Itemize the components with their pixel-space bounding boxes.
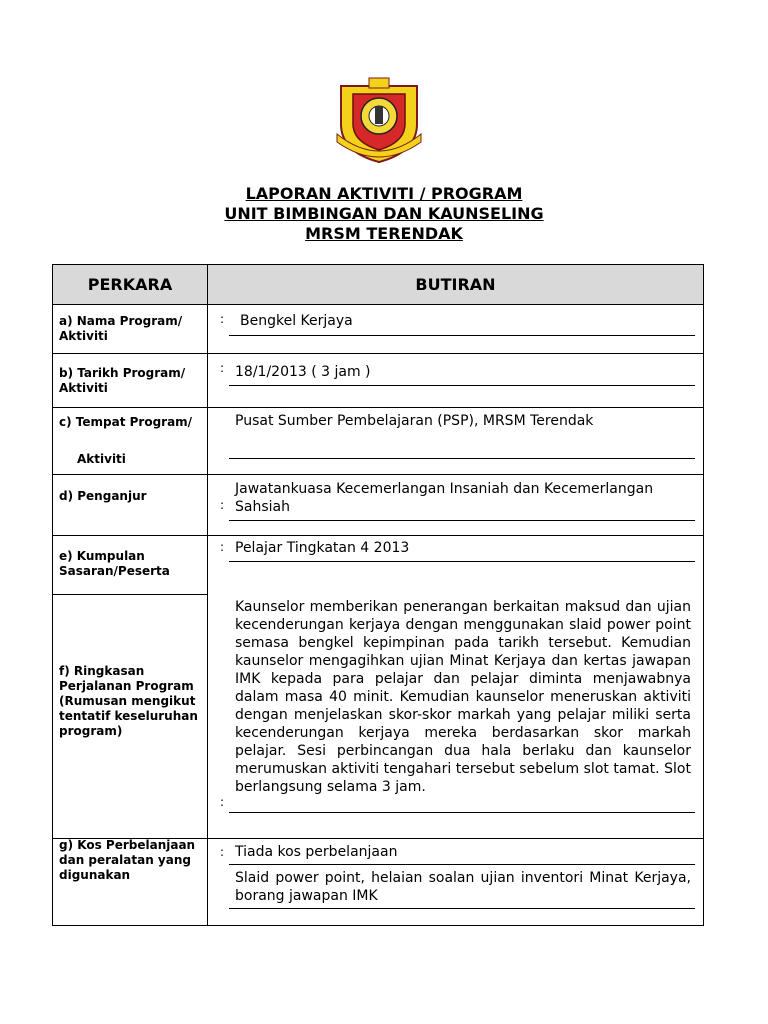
value-tempat-program: Pusat Sumber Pembelajaran (PSP), MRSM Terendak — [235, 413, 594, 429]
colon: : — [220, 795, 225, 809]
row-divider — [53, 535, 703, 536]
label-tarikh-program: b) Tarikh Program/ Aktiviti — [59, 366, 186, 395]
colon: : — [220, 312, 225, 326]
row-divider — [53, 594, 207, 595]
report-table — [52, 264, 704, 926]
label-kumpulan-sasaran: e) Kumpulan Sasaran/Peserta — [59, 549, 170, 578]
report-unit: UNIT BIMBINGAN DAN KAUNSELING — [224, 204, 544, 223]
label-nama-program: a) Nama Program/ Aktiviti — [59, 314, 183, 343]
row-divider — [53, 304, 703, 305]
col-perkara: PERKARA — [87, 275, 173, 294]
underline — [229, 561, 695, 562]
colon: : — [220, 540, 225, 554]
underline — [229, 458, 695, 459]
value-kumpulan-sasaran: Pelajar Tingkatan 4 2013 — [235, 540, 410, 556]
colon: : — [220, 845, 225, 859]
value-peralatan: Slaid power point, helaian soalan ujian inventori Minat Kerjaya, borang jawapan IMK — [235, 870, 691, 904]
value-penganjur: Jawatankuasa Kecemerlangan Insaniah dan Kecemerlangan Sahsiah — [235, 481, 654, 515]
mrsm-crest-logo — [333, 72, 425, 164]
underline — [229, 908, 695, 909]
value-ringkasan: Kaunselor memberikan penerangan berkaitan maksud dan ujian kecenderungan kerjaya dengan menggunakan slaid power point semasa bengkel kepimpinan pada tarikh tersebut. Kemudian kaunselor mengagihkan ujian Minat Kerjaya dan kertas jawapan IMK kepada para pelajar dan pelajar diminta menjawabnya dalam masa 40 minit. Kemudian kaunselor meneruskan aktiviti dengan menjelaskan skor-skor markah yang pelajar miliki serta kecenderungan kerjaya mereka berdasarkan skor markah pelajar. Sesi perbincangan dua hala berlaku dan kaunselor merumuskan aktiviti tengahari tersebut sebelum slot tamat. Slot berlangsung selama 3 jam. — [235, 599, 691, 795]
label-kos: g) Kos Perbelanjaan dan peralatan yang digunakan — [59, 838, 196, 882]
report-title: LAPORAN AKTIVITI / PROGRAM — [245, 184, 523, 203]
colon: : — [220, 498, 225, 512]
label-ringkasan: f) Ringkasan Perjalanan Program (Rumusan mengikut tentatif keseluruhan program) — [59, 664, 198, 738]
underline — [229, 812, 695, 813]
row-divider — [53, 407, 703, 408]
underline — [229, 385, 695, 386]
col-butiran: BUTIRAN — [415, 275, 496, 294]
report-title-block — [0, 184, 768, 244]
value-nama-program: Bengkel Kerjaya — [240, 313, 353, 329]
colon: : — [220, 361, 225, 375]
value-kos: Tiada kos perbelanjaan — [235, 844, 398, 860]
report-school: MRSM TERENDAK — [305, 224, 463, 243]
underline — [229, 864, 695, 865]
underline — [229, 335, 695, 336]
label-tempat-aktiviti: Aktiviti — [77, 452, 126, 466]
underline — [229, 520, 695, 521]
label-tempat-program: c) Tempat Program/ — [59, 415, 193, 429]
value-tarikh-program: 18/1/2013 ( 3 jam ) — [235, 364, 371, 380]
label-penganjur: d) Penganjur — [59, 489, 147, 503]
row-divider — [53, 474, 703, 475]
row-divider — [53, 353, 703, 354]
column-divider — [207, 265, 208, 925]
